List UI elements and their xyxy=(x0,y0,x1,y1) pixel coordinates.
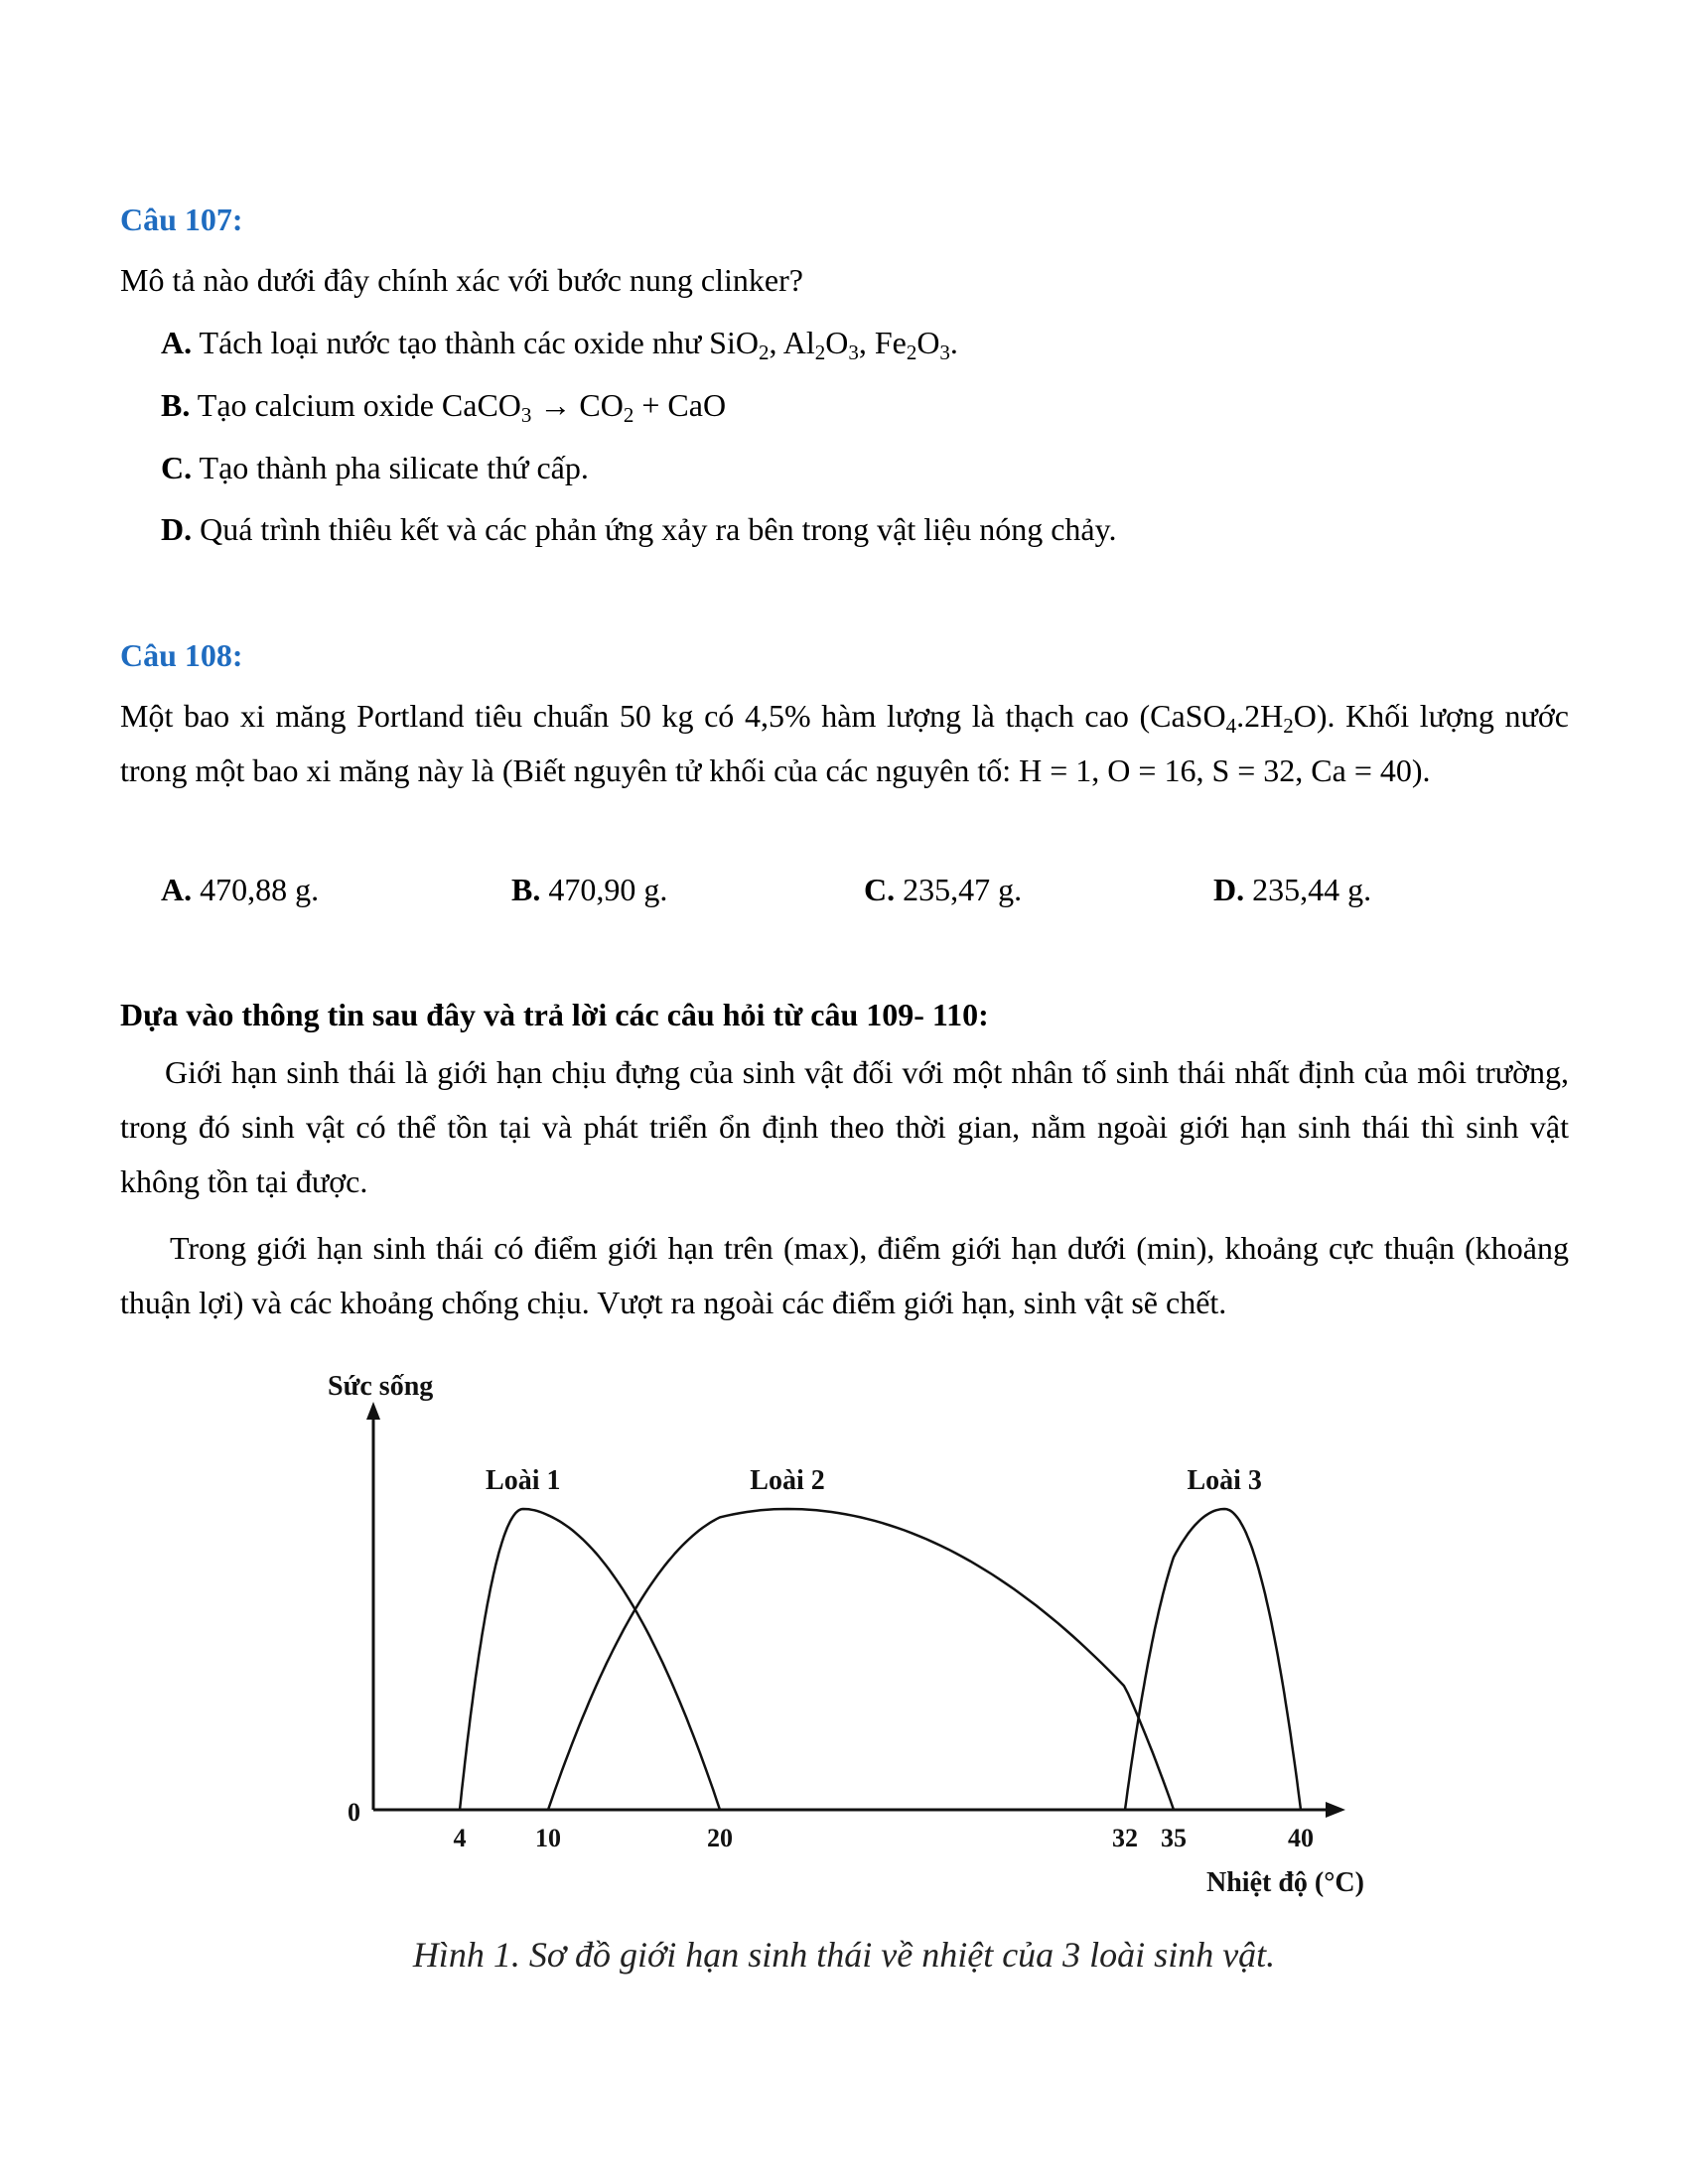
option-text: , Al xyxy=(769,325,815,360)
q107-option-b xyxy=(161,387,727,427)
option-text: 470,88 g. xyxy=(192,872,320,907)
subscript: 2 xyxy=(758,341,770,364)
series-label-1: Loài 1 xyxy=(486,1465,561,1496)
option-label: A. xyxy=(161,325,193,360)
y-axis-label: Sức sống xyxy=(328,1371,434,1402)
figure-caption: Hình 1. Sơ đồ giới hạn sinh thái về nhiệt của 3 loài sinh vật. xyxy=(412,1935,1276,1975)
subscript: 3 xyxy=(939,341,950,364)
subscript: 3 xyxy=(848,341,859,364)
series-line-2 xyxy=(548,1509,1174,1810)
passage-para-2: Trong giới hạn sinh thái có điểm giới hạn trên (max), điểm giới hạn dưới (min), khoảng cực thuận (khoảng thuận lợi) và các khoảng chống chịu. Vượt ra ngoài các điểm giới hạn, sinh vật sẽ chết. xyxy=(120,1230,1569,1320)
option-text: Tách loại nước tạo thành các oxide như SiO xyxy=(192,325,759,360)
q108-option-d xyxy=(1213,872,1371,908)
x-tick-label: 32 xyxy=(1112,1824,1138,1852)
q108-option-c xyxy=(864,872,1022,908)
x-axis-label: Nhiệt độ (°C) xyxy=(1206,1867,1364,1898)
subscript: 2 xyxy=(906,341,917,364)
option-label: B. xyxy=(511,872,541,907)
q108-option-a xyxy=(161,872,319,908)
series-line-1 xyxy=(460,1509,720,1810)
chart-axes xyxy=(366,1402,1345,1818)
subscript: 4 xyxy=(1225,714,1237,738)
option-text: O xyxy=(825,325,849,360)
option-text: → CO xyxy=(531,387,624,423)
option-label: A. xyxy=(161,872,193,907)
q108-heading: Câu 108: xyxy=(120,637,243,673)
x-tick-label: 10 xyxy=(535,1824,561,1852)
subscript: 2 xyxy=(623,403,634,427)
option-label: D. xyxy=(1213,872,1245,907)
option-text: O xyxy=(916,325,940,360)
option-label: D. xyxy=(161,511,193,547)
series-label-2: Loài 2 xyxy=(750,1465,825,1496)
q107-question: Mô tả nào dưới đây chính xác với bước nung clinker? xyxy=(120,262,803,298)
q107-option-d xyxy=(161,511,1117,548)
passage-para-1: Giới hạn sinh thái là giới hạn chịu đựng của sinh vật đối với một nhân tố sinh thái nhất định của môi trường, trong đó sinh vật có thể tồn tại và phát triển ổn định theo thời gian, nằm ngoài giới hạn sinh thái thì sinh vật không tồn tại được. xyxy=(120,1054,1569,1199)
subscript: 2 xyxy=(1283,714,1294,738)
chart-curves xyxy=(460,1509,1301,1810)
q108-option-b xyxy=(511,872,667,908)
x-tick-label: 20 xyxy=(707,1824,733,1852)
option-text: 235,47 g. xyxy=(895,872,1023,907)
subscript: 3 xyxy=(520,403,532,427)
option-label: C. xyxy=(864,872,896,907)
question-text: O). Khối lượng nước trong một bao xi măng này là (Biết nguyên tử khối của các nguyên tố: H = 1, O = 16, S = 32, Ca = 40). xyxy=(120,698,1570,788)
y-origin-label: 0 xyxy=(348,1798,360,1827)
q107-option-c xyxy=(161,450,589,486)
subscript: 2 xyxy=(814,341,826,364)
option-label: C. xyxy=(161,450,193,485)
option-text: Quá trình thiêu kết và các phản ứng xảy ra bên trong vật liệu nóng chảy. xyxy=(192,511,1117,547)
q108-question xyxy=(120,689,1569,798)
option-text: 470,90 g. xyxy=(540,872,668,907)
x-tick-label: 35 xyxy=(1161,1824,1187,1852)
passage-heading: Dựa vào thông tin sau đây và trả lời các câu hỏi từ câu 109- 110: xyxy=(120,997,989,1032)
thermal-tolerance-chart xyxy=(308,1360,1380,1916)
q107-option-a xyxy=(161,325,958,364)
question-text: Một bao xi măng Portland tiêu chuẩn 50 kg có 4,5% hàm lượng là thạch cao (CaSO xyxy=(120,698,1226,734)
question-text: .2H xyxy=(1236,698,1284,734)
option-text: 235,44 g. xyxy=(1244,872,1372,907)
option-text: , Fe xyxy=(858,325,907,360)
x-tick-label: 40 xyxy=(1288,1824,1314,1852)
option-text: Tạo thành pha silicate thứ cấp. xyxy=(192,450,589,485)
option-text: + CaO xyxy=(633,387,727,423)
x-tick-label: 4 xyxy=(453,1824,467,1852)
series-line-3 xyxy=(1125,1509,1301,1810)
series-label-3: Loài 3 xyxy=(1187,1465,1262,1496)
y-axis-arrow xyxy=(366,1402,380,1420)
option-text: . xyxy=(949,325,958,360)
option-label: B. xyxy=(161,387,191,423)
x-axis-arrow xyxy=(1326,1802,1345,1818)
q107-heading: Câu 107: xyxy=(120,202,243,237)
option-text: Tạo calcium oxide CaCO xyxy=(190,387,521,423)
